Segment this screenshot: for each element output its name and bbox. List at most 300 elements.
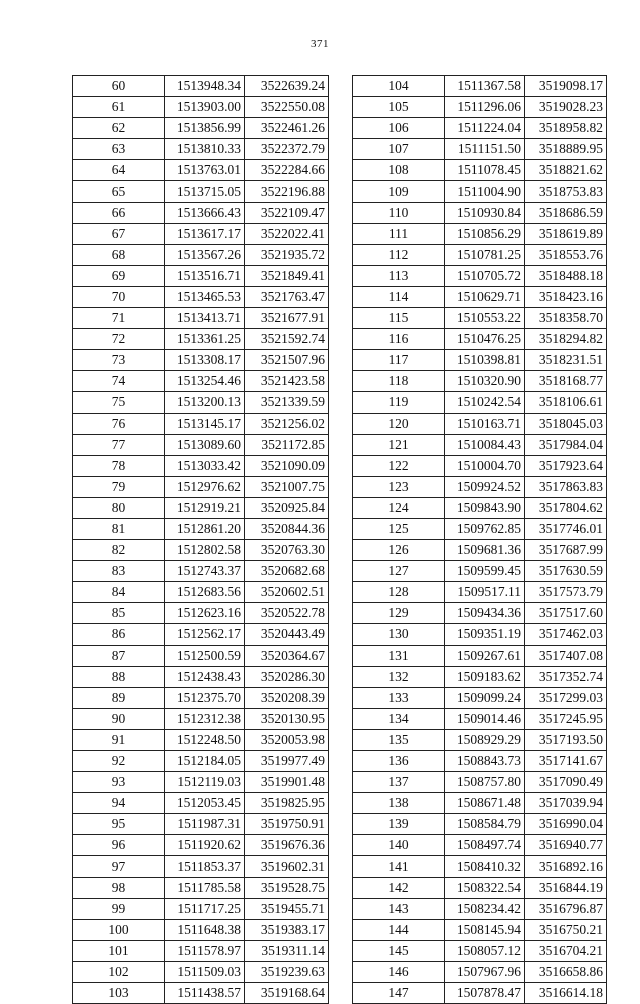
table-row — [353, 455, 607, 476]
x-coordinate-cell: 1508584.79 — [445, 814, 525, 835]
y-coordinate-cell: 3520130.95 — [245, 708, 329, 729]
y-coordinate-cell: 3521849.41 — [245, 265, 329, 286]
y-coordinate-cell: 3517863.83 — [525, 476, 607, 497]
y-coordinate-cell: 3519383.17 — [245, 919, 329, 940]
y-coordinate-cell: 3517407.08 — [525, 645, 607, 666]
y-coordinate-cell: 3521763.47 — [245, 286, 329, 307]
point-number-cell: 81 — [73, 518, 165, 539]
x-coordinate-cell: 1509681.36 — [445, 540, 525, 561]
point-number-cell: 131 — [353, 645, 445, 666]
x-coordinate-cell: 1507878.47 — [445, 983, 525, 1004]
y-coordinate-cell: 3516750.21 — [525, 919, 607, 940]
x-coordinate-cell: 1511438.57 — [165, 983, 245, 1004]
y-coordinate-cell: 3521423.58 — [245, 371, 329, 392]
point-number-cell: 129 — [353, 603, 445, 624]
x-coordinate-cell: 1511648.38 — [165, 919, 245, 940]
point-number-cell: 135 — [353, 729, 445, 750]
table-row — [353, 983, 607, 1004]
y-coordinate-cell: 3517141.67 — [525, 751, 607, 772]
point-number-cell: 132 — [353, 666, 445, 687]
x-coordinate-cell: 1510242.54 — [445, 392, 525, 413]
table-row — [73, 118, 329, 139]
point-number-cell: 143 — [353, 898, 445, 919]
table-row — [353, 223, 607, 244]
x-coordinate-cell: 1512562.17 — [165, 624, 245, 645]
y-coordinate-cell: 3519750.91 — [245, 814, 329, 835]
table-row — [353, 97, 607, 118]
point-number-cell: 118 — [353, 371, 445, 392]
point-number-cell: 94 — [73, 793, 165, 814]
y-coordinate-cell: 3518168.77 — [525, 371, 607, 392]
y-coordinate-cell: 3518294.82 — [525, 329, 607, 350]
x-coordinate-cell: 1510781.25 — [445, 244, 525, 265]
table-row — [73, 603, 329, 624]
x-coordinate-cell: 1511717.25 — [165, 898, 245, 919]
x-coordinate-cell: 1510930.84 — [445, 202, 525, 223]
y-coordinate-cell: 3522550.08 — [245, 97, 329, 118]
y-coordinate-cell: 3519528.75 — [245, 877, 329, 898]
table-row — [353, 160, 607, 181]
table-row — [353, 561, 607, 582]
x-coordinate-cell: 1509014.46 — [445, 708, 525, 729]
x-coordinate-cell: 1508497.74 — [445, 835, 525, 856]
y-coordinate-cell: 3522022.41 — [245, 223, 329, 244]
y-coordinate-cell: 3517299.03 — [525, 687, 607, 708]
y-coordinate-cell: 3517090.49 — [525, 772, 607, 793]
table-row — [73, 772, 329, 793]
point-number-cell: 66 — [73, 202, 165, 223]
point-number-cell: 93 — [73, 772, 165, 793]
x-coordinate-cell: 1512743.37 — [165, 561, 245, 582]
table-row — [73, 961, 329, 982]
y-coordinate-cell: 3518358.70 — [525, 308, 607, 329]
x-coordinate-cell: 1509183.62 — [445, 666, 525, 687]
y-coordinate-cell: 3517039.94 — [525, 793, 607, 814]
y-coordinate-cell: 3516892.16 — [525, 856, 607, 877]
point-number-cell: 145 — [353, 940, 445, 961]
point-number-cell: 76 — [73, 413, 165, 434]
x-coordinate-cell: 1513033.42 — [165, 455, 245, 476]
x-coordinate-cell: 1510004.70 — [445, 455, 525, 476]
point-number-cell: 78 — [73, 455, 165, 476]
x-coordinate-cell: 1512119.03 — [165, 772, 245, 793]
table-row — [353, 286, 607, 307]
point-number-cell: 77 — [73, 434, 165, 455]
point-number-cell: 61 — [73, 97, 165, 118]
x-coordinate-cell: 1513145.17 — [165, 413, 245, 434]
coordinates-table-right — [352, 75, 607, 1004]
x-coordinate-cell: 1513516.71 — [165, 265, 245, 286]
y-coordinate-cell: 3518889.95 — [525, 139, 607, 160]
point-number-cell: 96 — [73, 835, 165, 856]
table-row — [73, 97, 329, 118]
x-coordinate-cell: 1508322.54 — [445, 877, 525, 898]
point-number-cell: 83 — [73, 561, 165, 582]
table-row — [73, 244, 329, 265]
table-row — [353, 898, 607, 919]
table-row — [73, 202, 329, 223]
point-number-cell: 123 — [353, 476, 445, 497]
x-coordinate-cell: 1509267.61 — [445, 645, 525, 666]
point-number-cell: 75 — [73, 392, 165, 413]
table-row — [73, 160, 329, 181]
table-row — [353, 645, 607, 666]
point-number-cell: 74 — [73, 371, 165, 392]
x-coordinate-cell: 1509351.19 — [445, 624, 525, 645]
point-number-cell: 111 — [353, 223, 445, 244]
table-row — [73, 350, 329, 371]
x-coordinate-cell: 1508234.42 — [445, 898, 525, 919]
point-number-cell: 136 — [353, 751, 445, 772]
x-coordinate-cell: 1513715.05 — [165, 181, 245, 202]
table-row — [73, 76, 329, 97]
point-number-cell: 73 — [73, 350, 165, 371]
point-number-cell: 60 — [73, 76, 165, 97]
x-coordinate-cell: 1513948.34 — [165, 76, 245, 97]
point-number-cell: 137 — [353, 772, 445, 793]
table-row — [73, 540, 329, 561]
point-number-cell: 79 — [73, 476, 165, 497]
table-row — [73, 877, 329, 898]
x-coordinate-cell: 1509762.85 — [445, 518, 525, 539]
x-coordinate-cell: 1513903.00 — [165, 97, 245, 118]
table-row — [353, 582, 607, 603]
table-row — [353, 181, 607, 202]
y-coordinate-cell: 3519028.23 — [525, 97, 607, 118]
table-row — [353, 877, 607, 898]
y-coordinate-cell: 3521507.96 — [245, 350, 329, 371]
x-coordinate-cell: 1513089.60 — [165, 434, 245, 455]
y-coordinate-cell: 3516704.21 — [525, 940, 607, 961]
y-coordinate-cell: 3519168.64 — [245, 983, 329, 1004]
y-coordinate-cell: 3518553.76 — [525, 244, 607, 265]
x-coordinate-cell: 1513308.17 — [165, 350, 245, 371]
y-coordinate-cell: 3520443.49 — [245, 624, 329, 645]
x-coordinate-cell: 1511224.04 — [445, 118, 525, 139]
y-coordinate-cell: 3521935.72 — [245, 244, 329, 265]
point-number-cell: 134 — [353, 708, 445, 729]
y-coordinate-cell: 3519311.14 — [245, 940, 329, 961]
table-row — [73, 856, 329, 877]
y-coordinate-cell: 3521256.02 — [245, 413, 329, 434]
y-coordinate-cell: 3518488.18 — [525, 265, 607, 286]
table-row — [353, 371, 607, 392]
y-coordinate-cell: 3522372.79 — [245, 139, 329, 160]
point-number-cell: 71 — [73, 308, 165, 329]
x-coordinate-cell: 1508757.80 — [445, 772, 525, 793]
y-coordinate-cell: 3522284.66 — [245, 160, 329, 181]
point-number-cell: 120 — [353, 413, 445, 434]
y-coordinate-cell: 3520925.84 — [245, 497, 329, 518]
x-coordinate-cell: 1511920.62 — [165, 835, 245, 856]
point-number-cell: 127 — [353, 561, 445, 582]
point-number-cell: 139 — [353, 814, 445, 835]
point-number-cell: 141 — [353, 856, 445, 877]
table-row — [73, 919, 329, 940]
y-coordinate-cell: 3519901.48 — [245, 772, 329, 793]
point-number-cell: 68 — [73, 244, 165, 265]
point-number-cell: 128 — [353, 582, 445, 603]
point-number-cell: 106 — [353, 118, 445, 139]
point-number-cell: 138 — [353, 793, 445, 814]
x-coordinate-cell: 1510856.29 — [445, 223, 525, 244]
table-row — [353, 350, 607, 371]
table-row — [73, 666, 329, 687]
y-coordinate-cell: 3518106.61 — [525, 392, 607, 413]
table-row — [353, 244, 607, 265]
point-number-cell: 69 — [73, 265, 165, 286]
x-coordinate-cell: 1512861.20 — [165, 518, 245, 539]
table-row — [353, 772, 607, 793]
x-coordinate-cell: 1508929.29 — [445, 729, 525, 750]
point-number-cell: 88 — [73, 666, 165, 687]
table-row — [73, 561, 329, 582]
x-coordinate-cell: 1512053.45 — [165, 793, 245, 814]
table-row — [73, 645, 329, 666]
x-coordinate-cell: 1508145.94 — [445, 919, 525, 940]
y-coordinate-cell: 3518821.62 — [525, 160, 607, 181]
table-row — [73, 371, 329, 392]
x-coordinate-cell: 1509924.52 — [445, 476, 525, 497]
point-number-cell: 122 — [353, 455, 445, 476]
table-row — [353, 729, 607, 750]
point-number-cell: 133 — [353, 687, 445, 708]
x-coordinate-cell: 1511296.06 — [445, 97, 525, 118]
table-row — [353, 265, 607, 286]
point-number-cell: 99 — [73, 898, 165, 919]
y-coordinate-cell: 3518686.59 — [525, 202, 607, 223]
x-coordinate-cell: 1508671.48 — [445, 793, 525, 814]
x-coordinate-cell: 1513413.71 — [165, 308, 245, 329]
y-coordinate-cell: 3517746.01 — [525, 518, 607, 539]
point-number-cell: 119 — [353, 392, 445, 413]
point-number-cell: 109 — [353, 181, 445, 202]
table-row — [73, 413, 329, 434]
table-row — [73, 265, 329, 286]
coordinates-table-left — [72, 75, 329, 1004]
y-coordinate-cell: 3519676.36 — [245, 835, 329, 856]
x-coordinate-cell: 1510476.25 — [445, 329, 525, 350]
point-number-cell: 87 — [73, 645, 165, 666]
table-row — [353, 919, 607, 940]
point-number-cell: 125 — [353, 518, 445, 539]
x-coordinate-cell: 1512976.62 — [165, 476, 245, 497]
y-coordinate-cell: 3520522.78 — [245, 603, 329, 624]
y-coordinate-cell: 3518045.03 — [525, 413, 607, 434]
point-number-cell: 124 — [353, 497, 445, 518]
x-coordinate-cell: 1509517.11 — [445, 582, 525, 603]
y-coordinate-cell: 3517352.74 — [525, 666, 607, 687]
x-coordinate-cell: 1512375.70 — [165, 687, 245, 708]
table-row — [73, 940, 329, 961]
point-number-cell: 110 — [353, 202, 445, 223]
x-coordinate-cell: 1511151.50 — [445, 139, 525, 160]
x-coordinate-cell: 1512802.58 — [165, 540, 245, 561]
point-number-cell: 92 — [73, 751, 165, 772]
x-coordinate-cell: 1508410.32 — [445, 856, 525, 877]
point-number-cell: 112 — [353, 244, 445, 265]
point-number-cell: 114 — [353, 286, 445, 307]
x-coordinate-cell: 1511578.97 — [165, 940, 245, 961]
table-row — [353, 329, 607, 350]
y-coordinate-cell: 3517687.99 — [525, 540, 607, 561]
table-row — [73, 624, 329, 645]
table-row — [73, 793, 329, 814]
x-coordinate-cell: 1513617.17 — [165, 223, 245, 244]
y-coordinate-cell: 3521172.85 — [245, 434, 329, 455]
point-number-cell: 82 — [73, 540, 165, 561]
y-coordinate-cell: 3521007.75 — [245, 476, 329, 497]
x-coordinate-cell: 1511509.03 — [165, 961, 245, 982]
x-coordinate-cell: 1508057.12 — [445, 940, 525, 961]
y-coordinate-cell: 3520682.68 — [245, 561, 329, 582]
table-row — [73, 392, 329, 413]
x-coordinate-cell: 1509434.36 — [445, 603, 525, 624]
point-number-cell: 62 — [73, 118, 165, 139]
table-row — [73, 687, 329, 708]
x-coordinate-cell: 1511004.90 — [445, 181, 525, 202]
y-coordinate-cell: 3520763.30 — [245, 540, 329, 561]
table-row — [353, 814, 607, 835]
y-coordinate-cell: 3519977.49 — [245, 751, 329, 772]
y-coordinate-cell: 3520364.67 — [245, 645, 329, 666]
table-row — [353, 308, 607, 329]
y-coordinate-cell: 3517804.62 — [525, 497, 607, 518]
point-number-cell: 147 — [353, 983, 445, 1004]
y-coordinate-cell: 3518753.83 — [525, 181, 607, 202]
point-number-cell: 130 — [353, 624, 445, 645]
point-number-cell: 121 — [353, 434, 445, 455]
x-coordinate-cell: 1508843.73 — [445, 751, 525, 772]
point-number-cell: 89 — [73, 687, 165, 708]
y-coordinate-cell: 3522461.26 — [245, 118, 329, 139]
table-row — [73, 751, 329, 772]
y-coordinate-cell: 3517923.64 — [525, 455, 607, 476]
x-coordinate-cell: 1512248.50 — [165, 729, 245, 750]
x-coordinate-cell: 1510163.71 — [445, 413, 525, 434]
x-coordinate-cell: 1512683.56 — [165, 582, 245, 603]
y-coordinate-cell: 3522639.24 — [245, 76, 329, 97]
x-coordinate-cell: 1511078.45 — [445, 160, 525, 181]
table-row — [353, 139, 607, 160]
x-coordinate-cell: 1510629.71 — [445, 286, 525, 307]
x-coordinate-cell: 1513567.26 — [165, 244, 245, 265]
point-number-cell: 107 — [353, 139, 445, 160]
table-row — [353, 835, 607, 856]
x-coordinate-cell: 1512312.38 — [165, 708, 245, 729]
x-coordinate-cell: 1513465.53 — [165, 286, 245, 307]
x-coordinate-cell: 1510705.72 — [445, 265, 525, 286]
y-coordinate-cell: 3517573.79 — [525, 582, 607, 603]
y-coordinate-cell: 3517517.60 — [525, 603, 607, 624]
y-coordinate-cell: 3519602.31 — [245, 856, 329, 877]
y-coordinate-cell: 3518619.89 — [525, 223, 607, 244]
table-row — [73, 181, 329, 202]
y-coordinate-cell: 3516614.18 — [525, 983, 607, 1004]
point-number-cell: 91 — [73, 729, 165, 750]
y-coordinate-cell: 3516844.19 — [525, 877, 607, 898]
x-coordinate-cell: 1512623.16 — [165, 603, 245, 624]
point-number-cell: 116 — [353, 329, 445, 350]
y-coordinate-cell: 3517193.50 — [525, 729, 607, 750]
point-number-cell: 140 — [353, 835, 445, 856]
point-number-cell: 67 — [73, 223, 165, 244]
point-number-cell: 85 — [73, 603, 165, 624]
table-row — [73, 476, 329, 497]
x-coordinate-cell: 1512919.21 — [165, 497, 245, 518]
x-coordinate-cell: 1512184.05 — [165, 751, 245, 772]
point-number-cell: 84 — [73, 582, 165, 603]
point-number-cell: 108 — [353, 160, 445, 181]
point-number-cell: 90 — [73, 708, 165, 729]
x-coordinate-cell: 1513200.13 — [165, 392, 245, 413]
table-row — [353, 497, 607, 518]
table-row — [73, 983, 329, 1004]
y-coordinate-cell: 3518423.16 — [525, 286, 607, 307]
table-row — [73, 223, 329, 244]
x-coordinate-cell: 1507967.96 — [445, 961, 525, 982]
table-row — [353, 666, 607, 687]
table-row — [353, 476, 607, 497]
table-row — [73, 286, 329, 307]
point-number-cell: 101 — [73, 940, 165, 961]
x-coordinate-cell: 1510398.81 — [445, 350, 525, 371]
table-row — [73, 497, 329, 518]
table-row — [353, 961, 607, 982]
x-coordinate-cell: 1510553.22 — [445, 308, 525, 329]
x-coordinate-cell: 1510084.43 — [445, 434, 525, 455]
y-coordinate-cell: 3517630.59 — [525, 561, 607, 582]
point-number-cell: 142 — [353, 877, 445, 898]
table-row — [353, 687, 607, 708]
y-coordinate-cell: 3519098.17 — [525, 76, 607, 97]
y-coordinate-cell: 3522196.88 — [245, 181, 329, 202]
x-coordinate-cell: 1512438.43 — [165, 666, 245, 687]
x-coordinate-cell: 1511853.37 — [165, 856, 245, 877]
x-coordinate-cell: 1509599.45 — [445, 561, 525, 582]
x-coordinate-cell: 1513361.25 — [165, 329, 245, 350]
y-coordinate-cell: 3522109.47 — [245, 202, 329, 223]
x-coordinate-cell: 1509099.24 — [445, 687, 525, 708]
y-coordinate-cell: 3521592.74 — [245, 329, 329, 350]
y-coordinate-cell: 3518231.51 — [525, 350, 607, 371]
table-row — [353, 413, 607, 434]
y-coordinate-cell: 3517245.95 — [525, 708, 607, 729]
page-number: 371 — [311, 38, 329, 50]
y-coordinate-cell: 3521677.91 — [245, 308, 329, 329]
y-coordinate-cell: 3517462.03 — [525, 624, 607, 645]
point-number-cell: 86 — [73, 624, 165, 645]
y-coordinate-cell: 3520844.36 — [245, 518, 329, 539]
point-number-cell: 117 — [353, 350, 445, 371]
x-coordinate-cell: 1511367.58 — [445, 76, 525, 97]
x-coordinate-cell: 1513254.46 — [165, 371, 245, 392]
table-row — [353, 202, 607, 223]
point-number-cell: 113 — [353, 265, 445, 286]
point-number-cell: 102 — [73, 961, 165, 982]
y-coordinate-cell: 3520053.98 — [245, 729, 329, 750]
table-row — [73, 582, 329, 603]
point-number-cell: 105 — [353, 97, 445, 118]
y-coordinate-cell: 3519455.71 — [245, 898, 329, 919]
table-row — [73, 518, 329, 539]
x-coordinate-cell: 1510320.90 — [445, 371, 525, 392]
table-row — [353, 793, 607, 814]
table-row — [353, 540, 607, 561]
point-number-cell: 80 — [73, 497, 165, 518]
y-coordinate-cell: 3521339.59 — [245, 392, 329, 413]
point-number-cell: 126 — [353, 540, 445, 561]
